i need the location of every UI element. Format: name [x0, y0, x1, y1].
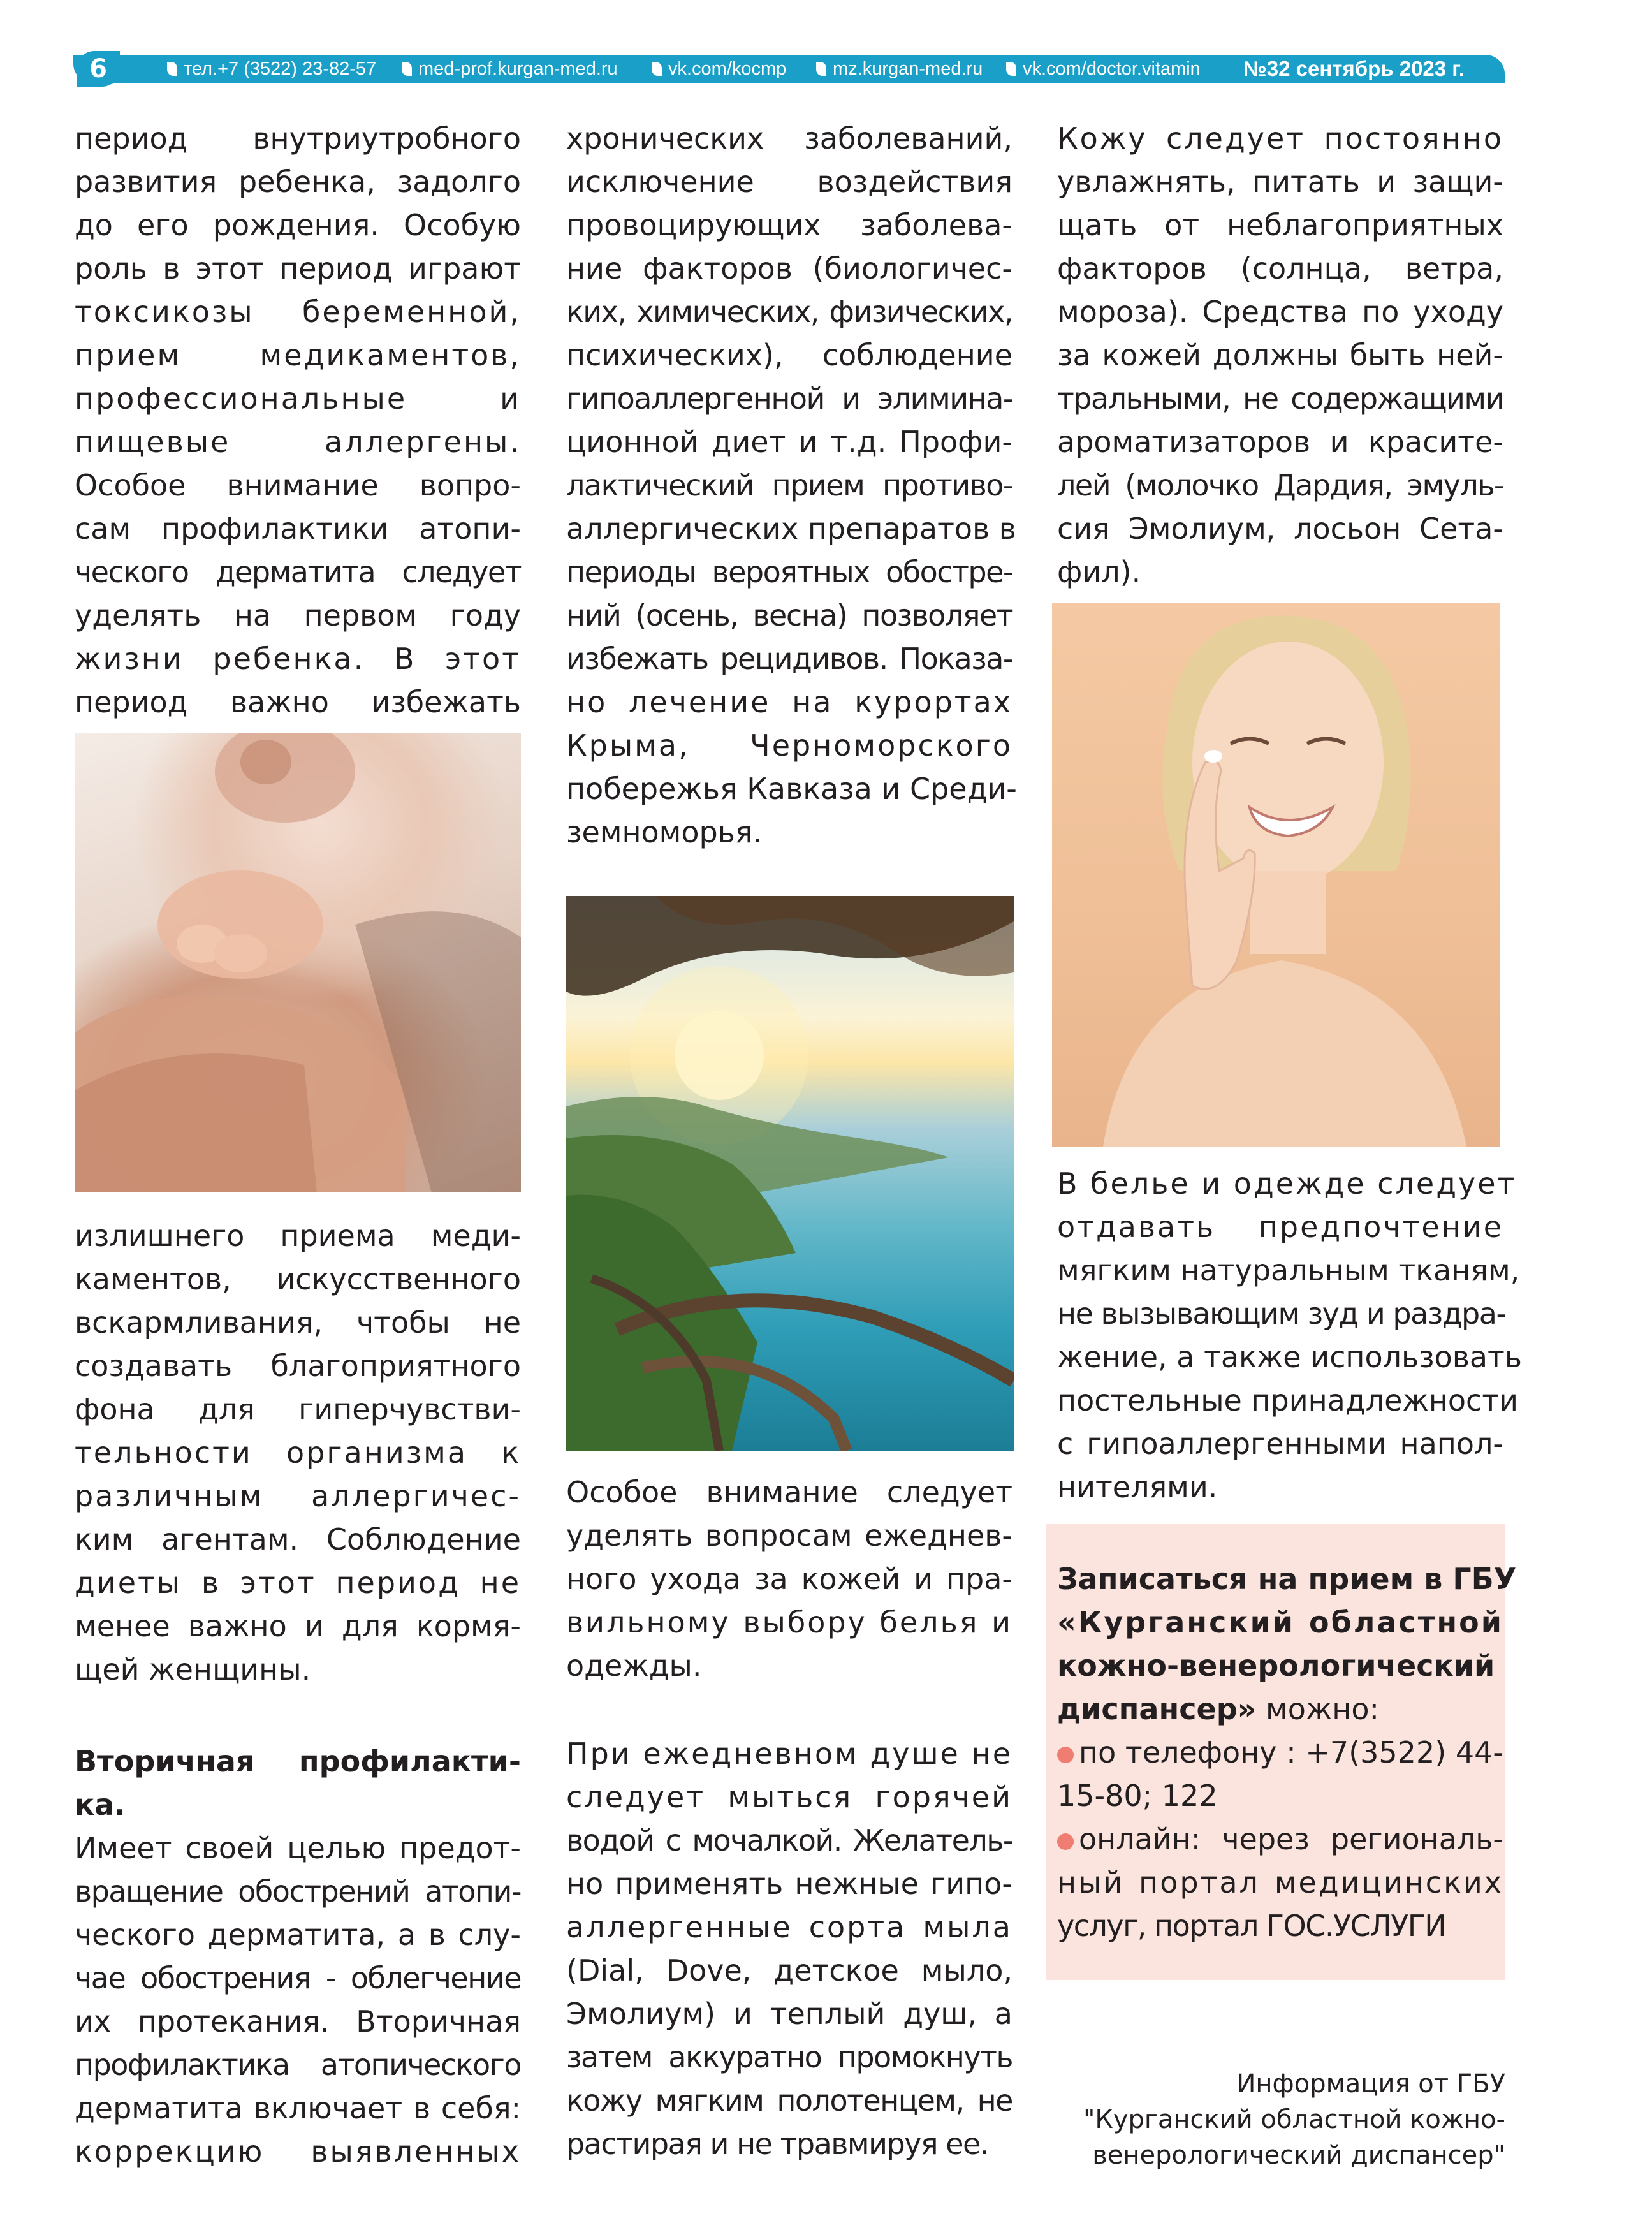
- text-line: отдавать предпочтение: [1057, 1210, 1503, 1244]
- text-line: фил).: [1057, 555, 1141, 589]
- credit-line: венерологический диспансер": [1092, 2141, 1505, 2170]
- text-line: лей (молочко Дардия, эмуль-: [1057, 468, 1503, 502]
- appointment-online-text: ный портал медицинских: [1057, 1865, 1503, 1900]
- paragraph: [566, 117, 1017, 854]
- text-line: диеты в этот период не: [75, 1566, 521, 1600]
- baby-hand-illustration: [75, 733, 521, 1192]
- text-line: коррекцию выявленных: [75, 2134, 521, 2169]
- text-line: При ежедневном душе не: [566, 1736, 1012, 1771]
- text-line: каментов, искусственного: [75, 1262, 521, 1296]
- appointment-phone-text[interactable]: по телефону : +7(3522) 44-: [1079, 1735, 1503, 1770]
- appointment-title-last: [1057, 1687, 1503, 1731]
- text-line: увлажнять, питать и защи-: [1057, 165, 1503, 199]
- text-line: уделять на первом году: [75, 598, 521, 633]
- text-line: мороза). Средства по уходу: [1057, 295, 1503, 329]
- text-line: ний (осень, весна) позволяет: [566, 598, 1012, 633]
- text-line: Эмолиум) и теплый душ, а: [566, 1997, 1012, 2031]
- appointment-phone[interactable]: [1057, 1731, 1503, 1774]
- appointment-online: [1057, 1817, 1503, 1861]
- text-line: (Dial, Dove, детское мыло,: [566, 1953, 1012, 1988]
- text-line: жение, а также использовать: [1057, 1340, 1522, 1374]
- text-line: тральными, не содержащими: [1057, 381, 1503, 416]
- leaf-icon: [167, 62, 177, 76]
- appointment-title-tail: можно:: [1256, 1692, 1379, 1726]
- appointment-online-text: услуг, портал ГОС.УСЛУГИ: [1057, 1909, 1446, 1943]
- text-line: дерматита включает в себя:: [75, 2091, 521, 2125]
- issue-label: №32 сентябрь 2023 г.: [1243, 57, 1465, 80]
- header-site-text[interactable]: med-prof.kurgan-med.ru: [418, 59, 618, 79]
- text-line: периоды вероятных обостре-: [566, 555, 1012, 589]
- text-line: ароматизаторов и красите-: [1057, 425, 1503, 459]
- text-line: вращение обострений атопи-: [75, 1874, 521, 1909]
- text-line: нителями.: [1057, 1470, 1218, 1504]
- text-line: менее важно и для кормя-: [75, 1609, 521, 1643]
- appointment-title-line: «Курганский областной: [1057, 1605, 1503, 1639]
- text-line: ционной диет и т.д. Профи-: [566, 425, 1012, 459]
- text-line: ние факторов (биологичес-: [566, 251, 1012, 286]
- text-line: Особое внимание вопро-: [75, 468, 521, 502]
- text-line: профилактика атопического: [75, 2048, 521, 2082]
- text-line: период внутриутробного: [75, 121, 521, 156]
- text-line: лактический прием противо-: [566, 468, 1012, 502]
- text-line: Крыма, Черноморского: [566, 728, 1012, 763]
- header-mz-link[interactable]: [816, 56, 983, 82]
- text-line: чае обострения - облегчение: [75, 1961, 521, 1995]
- sea-coast-illustration: [566, 896, 1014, 1451]
- text-line: ного ухода за кожей и пра-: [566, 1562, 1012, 1596]
- text-line: психических), соблюдение: [566, 338, 1012, 372]
- text-line: но применять нежные гипо-: [566, 1867, 1012, 1901]
- text-line: Кожу следует постоянно: [1057, 121, 1503, 156]
- appointment-phone-text[interactable]: 15-80; 122: [1057, 1779, 1218, 1813]
- sea-coast-photo: [566, 896, 1014, 1451]
- text-line: прием медикаментов,: [75, 338, 521, 372]
- text-line: водой с мочалкой. Желатель-: [566, 1823, 1012, 1858]
- text-line: ким агентам. Соблюдение: [75, 1522, 521, 1557]
- text-line: постельные принадлежности: [1057, 1383, 1519, 1418]
- paragraph: [75, 1826, 521, 2173]
- header-vk-text[interactable]: vk.com/kocmp: [668, 59, 787, 79]
- column-3-top: [1057, 117, 1503, 594]
- paragraph: [566, 1732, 1012, 2166]
- header-vk-link[interactable]: [652, 56, 786, 82]
- text-line: период важно избежать: [75, 685, 521, 719]
- text-line: сам профилактики атопи-: [75, 511, 521, 546]
- column-1-bottom: [75, 1826, 521, 2173]
- appointment-title-line: диспансер»: [1057, 1692, 1257, 1726]
- leaf-icon: [652, 62, 662, 76]
- text-line: В белье и одежде следует: [1057, 1166, 1517, 1201]
- paragraph: [75, 1214, 521, 1691]
- bullet-icon: [1057, 1747, 1074, 1763]
- column-1-middle: [75, 1214, 521, 1691]
- text-line: жизни ребенка. В этот: [75, 642, 521, 676]
- text-line: с гипоаллергенными напол-: [1057, 1427, 1503, 1461]
- text-line: хронических заболеваний,: [566, 121, 1012, 156]
- text-line: избежать рецидивов. Показа-: [566, 642, 1012, 676]
- text-line: Особое внимание следует: [566, 1475, 1012, 1509]
- leaf-icon: [816, 62, 826, 76]
- text-line: растирая и не травмируя ее.: [566, 2127, 988, 2161]
- paragraph: [1057, 1162, 1522, 1509]
- heading-line: Вторичная профилакти-: [75, 1744, 521, 1779]
- text-line: пищевые аллергены.: [75, 425, 521, 459]
- text-line: ких, химических, физических,: [566, 295, 1012, 329]
- leaf-icon: [402, 62, 412, 76]
- column-2-top: [566, 117, 1017, 854]
- header-mz-text[interactable]: mz.kurgan-med.ru: [833, 59, 983, 79]
- paragraph: [1057, 117, 1503, 594]
- text-line: уделять вопросам ежеднев-: [566, 1518, 1012, 1553]
- text-line: развития ребенка, задолго: [75, 165, 521, 199]
- text-line: роль в этот период играют: [75, 251, 521, 286]
- leaf-icon: [1006, 62, 1016, 76]
- appointment-title-line: кожно-венерологический: [1057, 1648, 1495, 1683]
- column-2-middle: [566, 1471, 1012, 1687]
- credit-line: Информация от ГБУ: [1236, 2069, 1505, 2099]
- text-line: но лечение на курортах: [566, 685, 1012, 719]
- text-line: вильному выбору белья и: [566, 1605, 1012, 1639]
- text-line: ческого дерматита, а в слу-: [75, 1918, 521, 1952]
- paragraph: [75, 117, 521, 724]
- text-line: побережья Кавказа и Среди-: [566, 772, 1017, 806]
- text-line: провоцирующих заболева-: [566, 208, 1012, 242]
- text-line: не вызывающим зуд и раздра-: [1057, 1296, 1506, 1331]
- text-line: создавать благоприятного: [75, 1349, 521, 1383]
- appointment-online-text: онлайн: через региональ-: [1079, 1822, 1503, 1856]
- header-vk2-text[interactable]: vk.com/doctor.vitamin: [1023, 59, 1201, 79]
- credit-line: "Курганский областной кожно-: [1083, 2105, 1505, 2134]
- column-2-bottom: [566, 1732, 1012, 2166]
- paragraph: [566, 1471, 1012, 1687]
- text-line: фона для гиперчувстви-: [75, 1392, 521, 1427]
- section-heading: [75, 1740, 521, 1826]
- text-line: тельности организма к: [75, 1435, 521, 1470]
- text-line: аллергических препаратов в: [566, 511, 1016, 546]
- text-line: до его рождения. Особую: [75, 208, 521, 242]
- text-line: излишнего приема меди-: [75, 1219, 521, 1253]
- text-line: вскармливания, чтобы не: [75, 1305, 521, 1340]
- text-line: исключение воздействия: [566, 165, 1012, 199]
- bullet-icon: [1057, 1833, 1074, 1850]
- text-line: щей женщины.: [75, 1652, 311, 1687]
- text-line: мягким натуральным тканям,: [1057, 1253, 1520, 1287]
- text-line: одежды.: [566, 1648, 702, 1683]
- text-line: гипоаллергенной и элимина-: [566, 381, 1012, 416]
- text-line: сия Эмолиум, лосьон Сета-: [1057, 511, 1503, 546]
- header-vk2-link[interactable]: [1006, 56, 1201, 82]
- woman-skincare-illustration: [1052, 603, 1500, 1147]
- text-line: следует мыться горячей: [566, 1780, 1012, 1814]
- text-line: их протекания. Вторичная: [75, 2004, 521, 2039]
- text-line: аллергенные сорта мыла: [566, 1910, 1012, 1944]
- appointment-text: [1057, 1557, 1517, 1947]
- column-1-top: [75, 117, 521, 724]
- appointment-title-line: Записаться на прием в ГБУ: [1057, 1562, 1517, 1596]
- text-line: ческого дерматита следует: [75, 555, 521, 589]
- column-3-middle: [1057, 1162, 1522, 1509]
- source-credit: [1083, 2066, 1505, 2173]
- header-phone: [167, 56, 376, 82]
- text-line: профессиональные и: [75, 381, 521, 416]
- baby-hand-photo: [75, 733, 521, 1192]
- text-line: кожу мягким полотенцем, не: [566, 2083, 1012, 2118]
- header-site-link[interactable]: [402, 56, 618, 82]
- text-line: затем аккуратно промокнуть: [566, 2040, 1012, 2074]
- heading-line: ка.: [75, 1787, 126, 1822]
- text-line: факторов (солнца, ветра,: [1057, 251, 1503, 286]
- text-line: за кожей должны быть ней-: [1057, 338, 1503, 372]
- text-line: щать от неблагоприятных: [1057, 208, 1503, 242]
- header-phone-text: тел.+7 (3522) 23-82-57: [184, 59, 377, 79]
- text-line: Имеет своей целью предот-: [75, 1831, 521, 1865]
- page-number: 6: [77, 51, 120, 87]
- woman-skincare-photo: [1052, 603, 1500, 1147]
- text-line: земноморья.: [566, 815, 763, 849]
- text-line: различным аллергичес-: [75, 1479, 521, 1513]
- text-line: токсикозы беременной,: [75, 295, 521, 329]
